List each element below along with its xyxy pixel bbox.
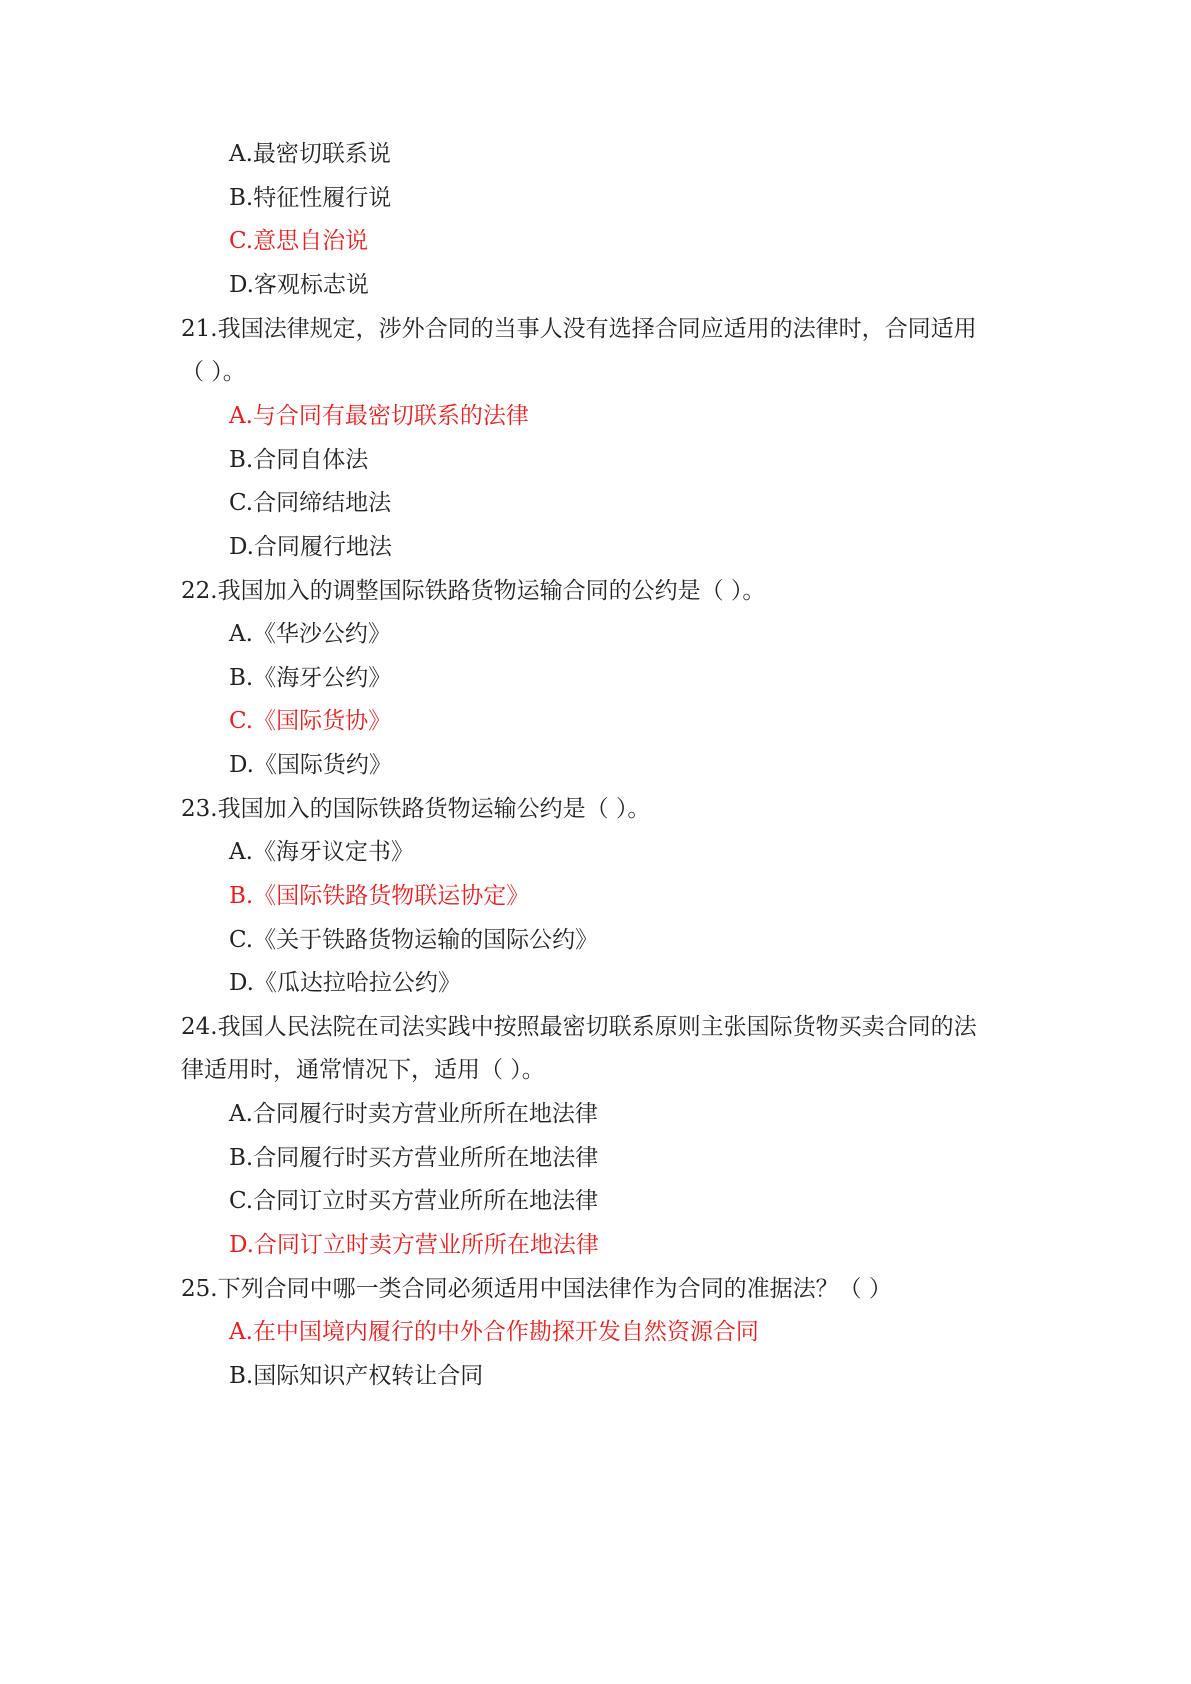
q21-option-b: B.合同自体法 <box>229 447 369 473</box>
q21-option-d: D.合同履行地法 <box>229 534 392 560</box>
q21-stem: 21.我国法律规定，涉外合同的当事人没有选择合同应适用的法律时，合同适用 <box>181 316 977 342</box>
q24-stem: 24.我国人民法院在司法实践中按照最密切联系原则主张国际货物买卖合同的法 <box>181 1014 977 1040</box>
q24-option-a: A.合同履行时卖方营业所所在地法律 <box>229 1101 598 1127</box>
q21-option-c: C.合同缔结地法 <box>229 490 392 516</box>
q22-option-d: D.《国际货约》 <box>229 752 392 778</box>
q20-option-d: D.客观标志说 <box>229 272 369 298</box>
q25-option-a-correct: A.在中国境内履行的中外合作勘探开发自然资源合同 <box>229 1319 759 1345</box>
q24-option-d-correct: D.合同订立时卖方营业所所在地法律 <box>229 1232 599 1258</box>
q23-stem: 23.我国加入的国际铁路货物运输公约是（ ）。 <box>181 796 651 822</box>
q21-option-a-correct: A.与合同有最密切联系的法律 <box>229 403 529 429</box>
q22-option-a: A.《华沙公约》 <box>229 621 391 647</box>
q25-option-b: B.国际知识产权转让合同 <box>229 1363 484 1389</box>
q20-option-c-correct: C.意思自治说 <box>229 228 369 254</box>
q22-option-b: B.《海牙公约》 <box>229 665 392 691</box>
q24-stem-continued: 律适用时，通常情况下，适用（ ）。 <box>181 1057 545 1083</box>
q21-stem-continued: （ ）。 <box>181 359 246 385</box>
q20-option-b: B.特征性履行说 <box>229 185 392 211</box>
q23-option-d: D.《瓜达拉哈拉公约》 <box>229 970 461 996</box>
q23-option-a: A.《海牙议定书》 <box>229 839 414 865</box>
q24-option-b: B.合同履行时买方营业所所在地法律 <box>229 1145 599 1171</box>
q22-option-c-correct: C.《国际货协》 <box>229 708 392 734</box>
q25-stem: 25.下列合同中哪一类合同必须适用中国法律作为合同的准据法？（ ） <box>181 1276 892 1302</box>
q24-option-c: C.合同订立时买方营业所所在地法律 <box>229 1188 599 1214</box>
q20-option-a: A.最密切联系说 <box>229 141 391 167</box>
q22-stem: 22.我国加入的调整国际铁路货物运输合同的公约是（ ）。 <box>181 578 766 604</box>
q23-option-b-correct: B.《国际铁路货物联运协定》 <box>229 883 530 909</box>
q23-option-c: C.《关于铁路货物运输的国际公约》 <box>229 927 599 953</box>
